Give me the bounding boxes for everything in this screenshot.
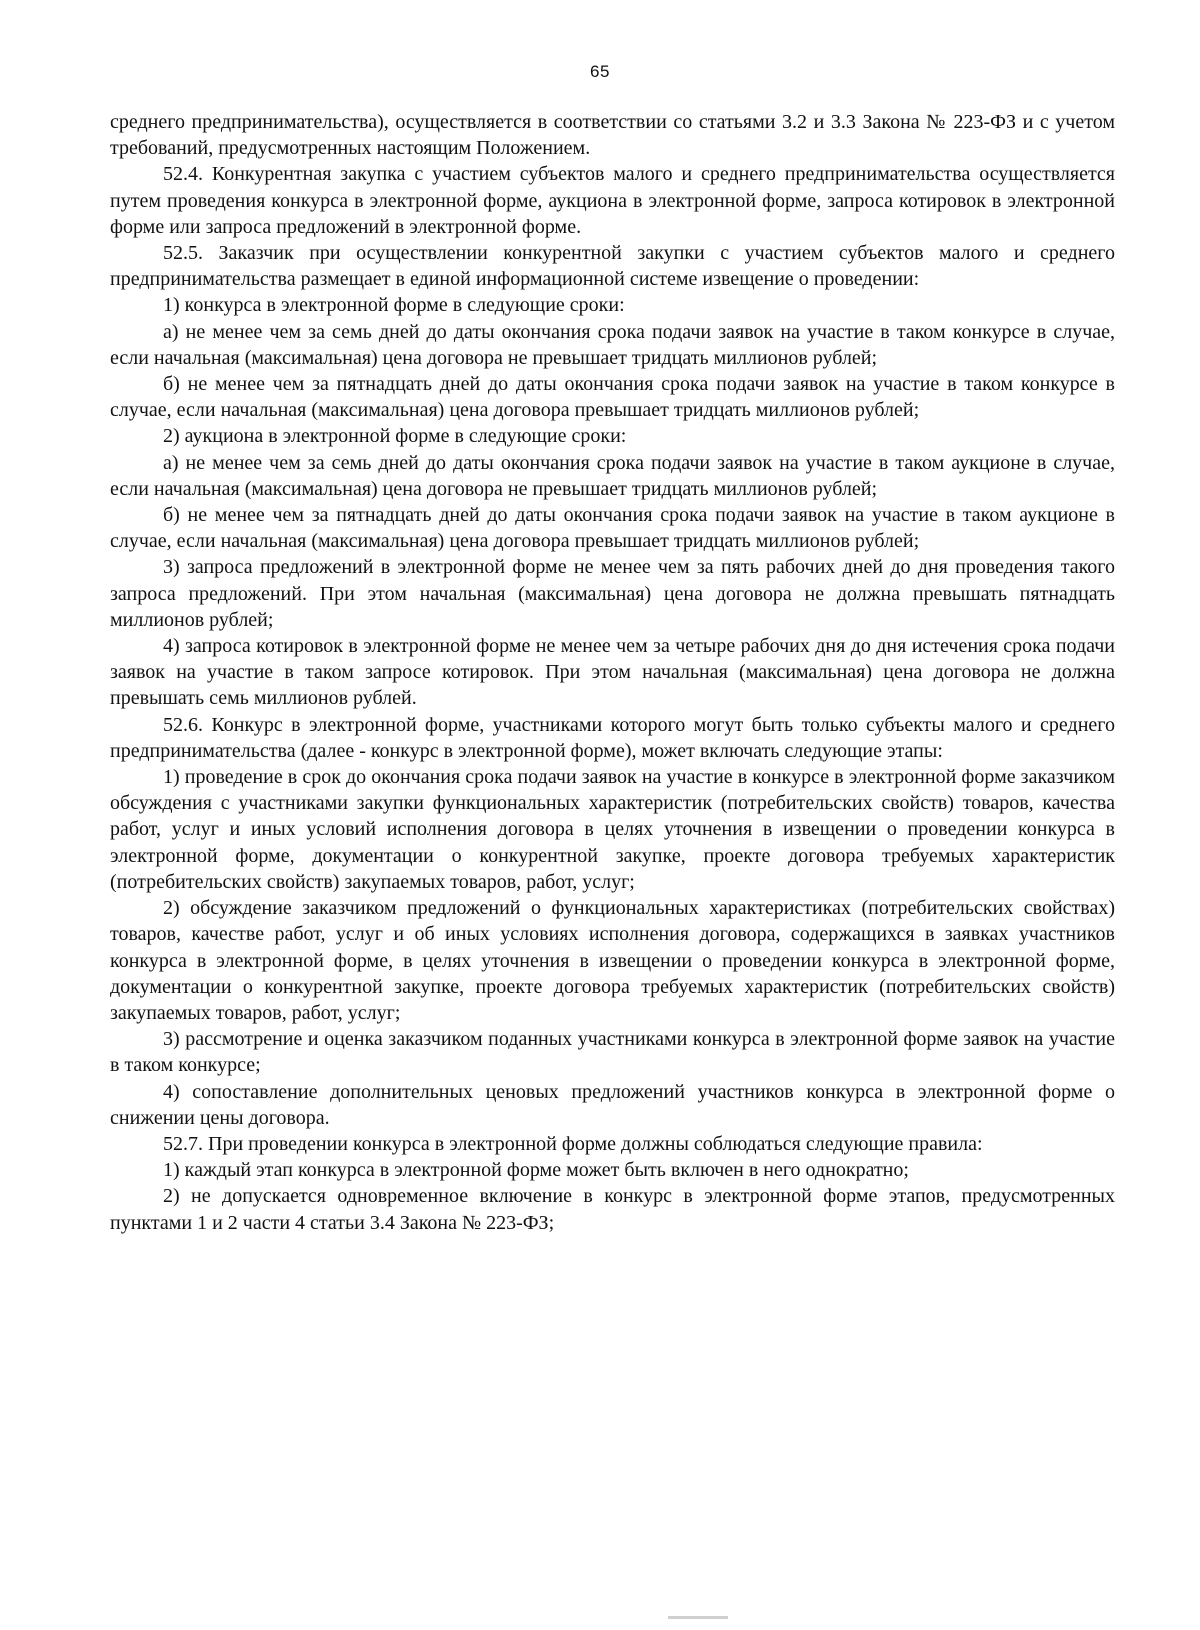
paragraph: 4) запроса котировок в электронной форме не менее чем за четыре рабочих дня до дня истечения срока подачи заявок на участие в таком запросе котировок. При этом начальная (максимальная) цена договора не должна превышать семь миллионов рублей. [110, 635, 1115, 710]
paragraph: 1) каждый этап конкурса в электронной форме может быть включен в него однократно; [163, 1159, 909, 1182]
paragraph: 3) рассмотрение и оценка заказчиком поданных участниками конкурса в электронной форме заявок на участие в таком конкурсе; [110, 1028, 1115, 1077]
paragraph: 3) запроса предложений в электронной форме не менее чем за пять рабочих дней до дня проведения такого запроса предложений. При этом начальная (максимальная) цена договора не должна превышать пятнадцать миллионов рублей; [110, 556, 1115, 631]
paragraph: 4) сопоставление дополнительных ценовых предложений участников конкурса в электронной форме о снижении цены договора. [110, 1080, 1115, 1129]
paragraph: 1) конкурса в электронной форме в следующие сроки: [163, 294, 625, 317]
paragraph: 52.4. Конкурентная закупка с участием субъектов малого и среднего предпринимательства осуществляется путем проведения конкурса в электронной форме, аукциона в электронной форме, запроса котировок в электронной форме или запроса предложений в электронной форме. [110, 163, 1115, 238]
paragraph: 52.5. Заказчик при осуществлении конкурентной закупки с участием субъектов малого и среднего предпринимательства размещает в единой информационной системе извещение о проведении: [110, 242, 1115, 291]
scan-artifact [668, 1616, 728, 1619]
paragraph: среднего предпринимательства), осуществляется в соответствии со статьями 3.2 и 3.3 Закона № 223-ФЗ и с учетом требований, предусмотренных настоящим Положением. [110, 111, 1115, 160]
paragraph: 2) обсуждение заказчиком предложений о функциональных характеристиках (потребительских свойствах) товаров, качестве работ, услуг и об иных условиях исполнения договора, содержащихся в заявках участников конкурса в электронной форме, в целях уточнения в извещении о проведении конкурса в электронной форме, документации о конкурентной закупке, проекте договора требуемых характеристик (потребительских свойств) закупаемых товаров, работ, услуг; [110, 897, 1115, 1024]
paragraph: 1) проведение в срок до окончания срока подачи заявок на участие в конкурсе в электронной форме заказчиком обсуждения с участниками закупки функциональных характеристик (потребительских свойств) товаров, качества работ, услуг и иных условий исполнения договора в целях уточнения в извещении о проведении конкурса в электронной форме, документации о конкурентной закупке, проекте договора требуемых характеристик (потребительских свойств) закупаемых товаров, работ, услуг; [110, 766, 1115, 893]
paragraph: а) не менее чем за семь дней до даты окончания срока подачи заявок на участие в таком аукционе в случае, если начальная (максимальная) цена договора не превышает тридцать миллионов рублей; [110, 451, 1115, 500]
document-body [110, 109, 1115, 1236]
paragraph: 2) аукциона в электронной форме в следующие сроки: [163, 425, 627, 448]
paragraph: а) не менее чем за семь дней до даты окончания срока подачи заявок на участие в таком конкурсе в случае, если начальная (максимальная) цена договора не превышает тридцать миллионов рублей; [110, 320, 1115, 369]
paragraph: 52.6. Конкурс в электронной форме, участниками которого могут быть только субъекты малого и среднего предпринимательства (далее - конкурс в электронной форме), может включать следующие этапы: [110, 713, 1115, 762]
paragraph: 52.7. При проведении конкурса в электронной форме должны соблюдаться следующие правила: [163, 1132, 983, 1155]
page-number: 65 [590, 62, 610, 81]
paragraph: б) не менее чем за пятнадцать дней до даты окончания срока подачи заявок на участие в таком конкурсе в случае, если начальная (максимальная) цена договора превышает тридцать миллионов рублей; [110, 373, 1115, 422]
paragraph: 2) не допускается одновременное включение в конкурс в электронной форме этапов, предусмотренных пунктами 1 и 2 части 4 статьи 3.4 Закона № 223-ФЗ; [110, 1185, 1115, 1234]
paragraph: б) не менее чем за пятнадцать дней до даты окончания срока подачи заявок на участие в таком аукционе в случае, если начальная (максимальная) цена договора превышает тридцать миллионов рублей; [110, 504, 1115, 553]
